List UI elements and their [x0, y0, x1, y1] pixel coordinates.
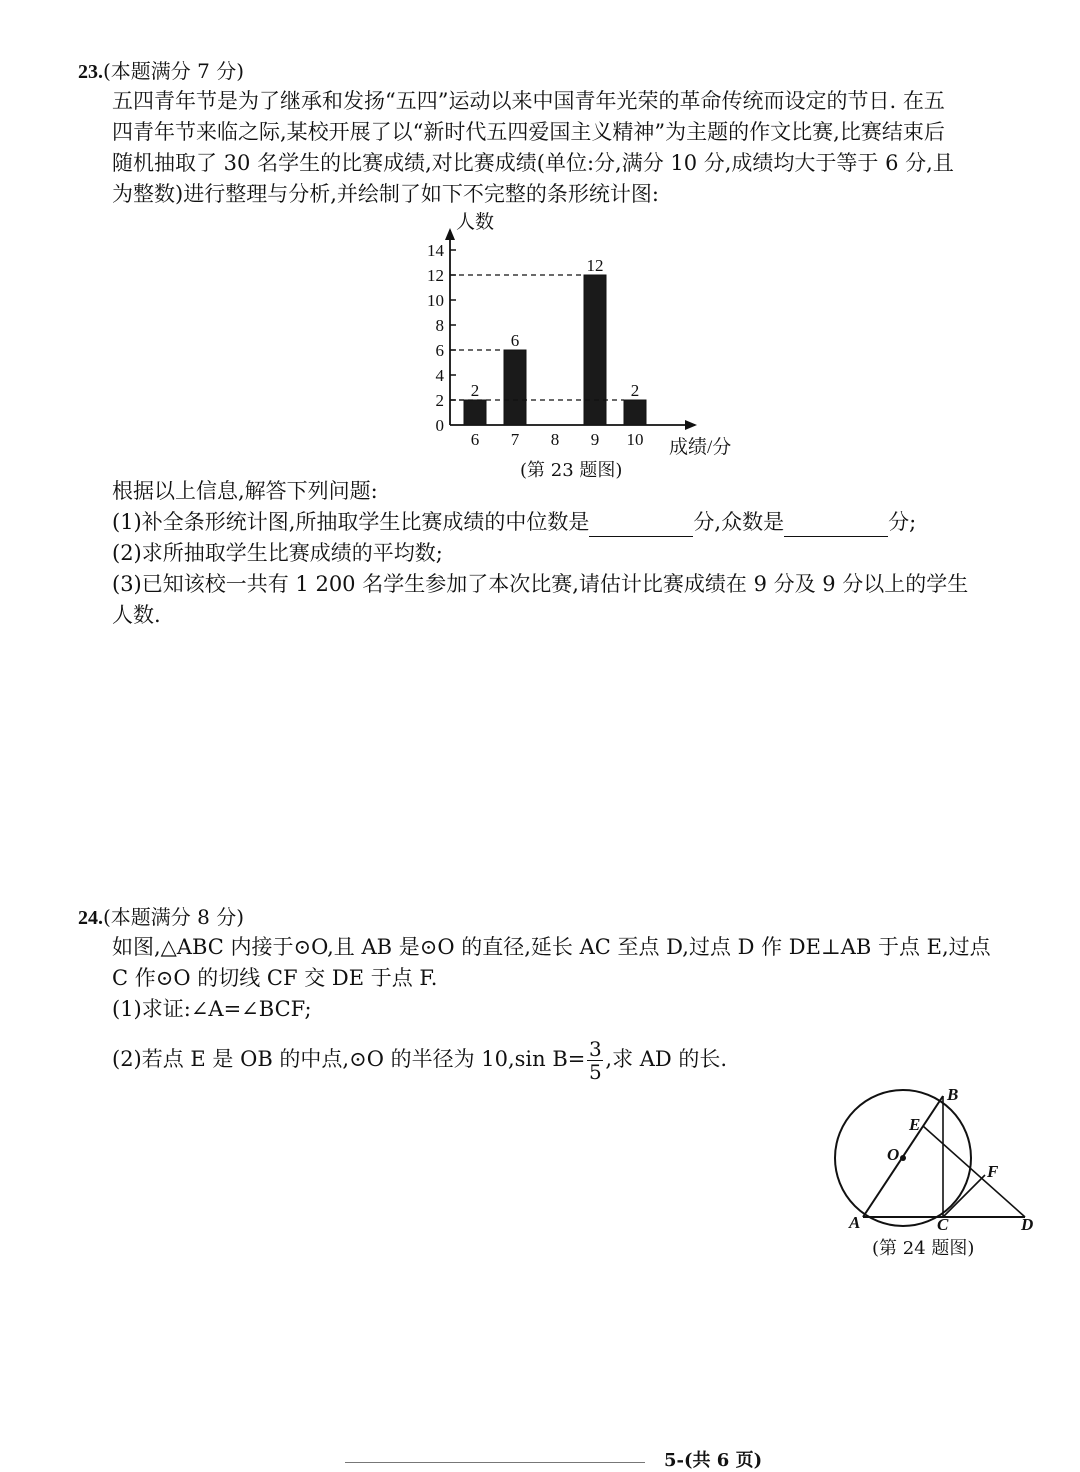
- q23-intro: 根据以上信息,解答下列问题:: [112, 479, 378, 503]
- bar-score-6: [464, 400, 486, 425]
- y-axis-arrow: [445, 228, 455, 240]
- q24-score: (本题满分 8 分): [103, 905, 245, 929]
- mode-answer-blank[interactable]: [784, 514, 888, 537]
- x-tick-label: 6: [470, 430, 480, 449]
- median-answer-blank[interactable]: [589, 514, 693, 537]
- q23-para-line-1: 五四青年节是为了继承和发扬“五四”运动以来中国青年光荣的革命传统而设定的节日. 在五: [112, 89, 945, 113]
- y-tick-label: 0: [435, 416, 444, 435]
- label-o: O: [887, 1145, 900, 1164]
- y-tick-label: 10: [427, 291, 444, 310]
- label-e: E: [909, 1115, 921, 1134]
- label-c: C: [937, 1215, 949, 1234]
- y-tick-label: 4: [435, 366, 444, 385]
- x-axis-label: 成绩/分: [669, 437, 732, 458]
- q23-para-line-3: 随机抽取了 30 名学生的比赛成绩,对比赛成绩(单位:分,满分 10 分,成绩均大于等于 6 分,且: [112, 151, 954, 175]
- page-number: 5-(共 6 页): [664, 1450, 763, 1471]
- y-tick-label: 8: [435, 316, 444, 335]
- segment-de: [923, 1126, 1025, 1217]
- bar-value-label: 12: [586, 256, 604, 275]
- q24-header: [78, 902, 244, 933]
- q23-question-3-line-1: (3)已知该校一共有 1 200 名学生参加了本次比赛,请估计比赛成绩在 9 分及 9 分以上的学生: [112, 572, 969, 596]
- q24-geometry-figure: [825, 1080, 1055, 1240]
- bar-score-10: [624, 400, 646, 425]
- q23-question-2: (2)求所抽取学生比赛成绩的平均数;: [112, 541, 443, 565]
- y-tick-label: 14: [427, 241, 444, 260]
- q24-q2-end: ,求 AD 的长.: [605, 1047, 728, 1071]
- q23-question-1: [112, 507, 916, 537]
- label-f: F: [987, 1162, 999, 1181]
- tangent-cf: [943, 1175, 985, 1217]
- x-tick-label: 10: [626, 430, 644, 449]
- q24-number: 24.: [78, 907, 103, 929]
- q23-q1-end: 分;: [888, 510, 917, 534]
- q24-para-line-2: C 作⊙O 的切线 CF 交 DE 于点 F.: [112, 966, 438, 990]
- q23-score: (本题满分 7 分): [103, 59, 245, 83]
- q23-para-line-2: 四青年节来临之际,某校开展了以“新时代五四爱国主义精神”为主题的作文比赛,比赛结束后: [112, 120, 945, 144]
- q23-question-3-line-2: 人数.: [112, 603, 161, 627]
- q24-para-line-1: 如图,△ABC 内接于⊙O,且 AB 是⊙O 的直径,延长 AC 至点 D,过点 D 作 DE⊥AB 于点 E,过点: [112, 935, 991, 959]
- label-b: B: [947, 1085, 959, 1104]
- q24-figure-caption: (第 24 题图): [872, 1238, 975, 1259]
- q23-q1-mid: 分,众数是: [693, 510, 785, 534]
- center-point-o: [900, 1155, 906, 1161]
- fraction-numerator: 3: [589, 1037, 602, 1061]
- bar-value-label: 2: [470, 381, 480, 400]
- x-tick-label: 9: [590, 430, 600, 449]
- bar-value-label: 2: [630, 381, 640, 400]
- bar-score-7: [504, 350, 526, 425]
- y-tick-label: 6: [435, 341, 444, 360]
- q23-number: 23.: [78, 61, 103, 83]
- q23-para-line-4: 为整数)进行整理与分析,并绘制了如下不完整的条形统计图:: [112, 182, 659, 206]
- fraction-denominator: 5: [589, 1060, 602, 1084]
- q23-q1-text: (1)补全条形统计图,所抽取学生比赛成绩的中位数是: [112, 510, 590, 534]
- q24-question-2: [112, 1038, 727, 1083]
- y-tick-label: 12: [427, 266, 444, 285]
- y-tick-label: 2: [435, 391, 444, 410]
- x-tick-label: 7: [510, 430, 520, 449]
- bar-score-9: [584, 275, 606, 425]
- label-d: D: [1021, 1215, 1034, 1234]
- y-axis-label: 人数: [456, 212, 495, 233]
- q23-figure-caption: (第 23 题图): [520, 460, 623, 481]
- q23-header: [78, 56, 244, 87]
- x-tick-label: 8: [550, 430, 560, 449]
- sin-b-fraction: [587, 1038, 603, 1083]
- footer-rule: [345, 1462, 645, 1463]
- label-a: A: [849, 1213, 861, 1232]
- x-axis-arrow: [685, 420, 697, 430]
- q23-bar-chart: [405, 205, 745, 460]
- bar-value-label: 6: [510, 331, 520, 350]
- q24-question-1: (1)求证:∠A=∠BCF;: [112, 997, 312, 1021]
- q24-q2-text: (2)若点 E 是 OB 的中点,⊙O 的半径为 10,sin B=: [112, 1047, 586, 1071]
